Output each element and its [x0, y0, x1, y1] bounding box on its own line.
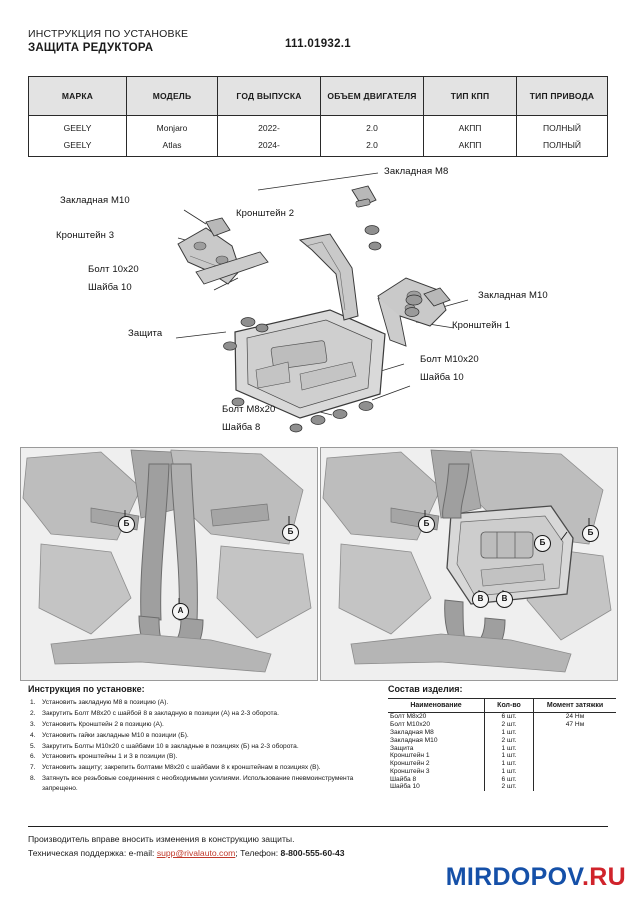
list-item: Установить кронштейны 1 и 3 в позиции (В).: [42, 753, 178, 761]
watermark-name: MIRDOPOV: [445, 863, 583, 891]
photo-panels: [20, 447, 616, 679]
installation-instructions: [28, 684, 368, 795]
manufacturer-notice: Производитель вправе вносить изменения в конструкцию защиты.: [28, 834, 295, 844]
support-line: [28, 848, 608, 858]
label-washer-10: Шайба 10: [88, 282, 132, 293]
email-label: e-mail:: [128, 848, 155, 858]
cell-part-name: Кронштейн 1: [390, 752, 430, 760]
label-bolt-m8x20: Болт M8x20: [222, 404, 276, 415]
cell-torque: [534, 744, 617, 752]
composition-title: Состав изделия:: [388, 684, 463, 694]
semicolon: ;: [235, 848, 238, 858]
composition-table: [388, 698, 616, 791]
cell-part-name: Болт M10x20: [390, 721, 431, 729]
callout-a-1: А: [172, 603, 189, 620]
cell-drive: ПОЛНЫЙ: [517, 116, 608, 137]
table-row: [388, 736, 616, 744]
cell-quantity: 2 шт.: [485, 736, 534, 744]
cell-model: Atlas: [127, 136, 218, 157]
cell-engine: 2.0: [321, 136, 424, 157]
table-row: [388, 783, 616, 791]
table-header-row: [388, 699, 616, 713]
label-embed-nut-m8: Закладная M8: [384, 166, 449, 177]
cell-transmission: АКПП: [424, 116, 517, 137]
cell-torque: [534, 783, 617, 791]
support-email-link[interactable]: supp@rivalauto.com: [156, 848, 236, 858]
callout-v-2: В: [496, 591, 513, 608]
table-header-row: [29, 77, 608, 116]
cell-torque: 47 Нм: [534, 721, 617, 729]
cell-brand: GEELY: [29, 116, 127, 137]
col-brand: МАРКА: [29, 77, 127, 116]
instructions-list: [28, 698, 368, 794]
embed-nut-m8-shape: [352, 186, 376, 207]
instructions-title: Инструкция по установке:: [28, 684, 145, 694]
cell-quantity: 1 шт.: [485, 767, 534, 775]
col-quantity: Кол-во: [485, 699, 534, 713]
exploded-assembly-diagram: [0, 150, 636, 445]
page-header: [28, 28, 608, 64]
cell-quantity: 1 шт.: [485, 760, 534, 768]
cell-quantity: 6 шт.: [485, 775, 534, 783]
cell-year: 2022-: [218, 116, 321, 137]
header-subtitle: ИНСТРУКЦИЯ ПО УСТАНОВКЕ: [28, 28, 189, 40]
col-transmission: ТИП КПП: [424, 77, 517, 116]
cell-torque: 24 Нм: [534, 713, 617, 721]
label-bracket-3: Кронштейн 3: [56, 230, 115, 241]
label-bracket-2: Кронштейн 2: [236, 208, 295, 219]
label-bolt-m10x20: Болт M10x20: [420, 354, 479, 365]
callout-b-2: Б: [282, 524, 299, 541]
vehicle-spec-table: [28, 76, 608, 157]
composition-section: [388, 684, 616, 791]
cell-drive: ПОЛНЫЙ: [517, 136, 608, 157]
label-bracket-1: Кронштейн 1: [452, 320, 511, 331]
cell-part-name: Кронштейн 2: [390, 760, 430, 768]
cell-part-name: Кронштейн 3: [390, 767, 430, 775]
footer-divider: [28, 826, 608, 827]
page-title: ЗАЩИТА РЕДУКТОРА: [28, 42, 154, 55]
article-number: 111.01932.1: [285, 38, 351, 50]
phone-label: Телефон:: [240, 848, 279, 858]
col-torque: Момент затяжки: [534, 699, 617, 713]
leader-line: [258, 173, 378, 190]
cell-part-name: Защита: [390, 744, 414, 752]
table-row: [388, 767, 616, 775]
col-year: ГОД ВЫПУСКА: [218, 77, 321, 116]
cell-part-name: Шайба 8: [390, 775, 417, 783]
cell-torque: [534, 775, 617, 783]
bracket-2-shape: [300, 234, 358, 320]
watermark: [446, 863, 626, 892]
list-item: Установить закладную М8 в позицию (А).: [42, 699, 169, 706]
cell-torque: [534, 767, 617, 775]
cell-quantity: 1 шт.: [485, 752, 534, 760]
label-washer-8: Шайба 8: [222, 422, 261, 433]
cell-part-name: Шайба 10: [390, 783, 420, 791]
photo-left: [20, 447, 318, 681]
support-label: Техническая поддержка:: [28, 848, 127, 858]
col-engine: ОБЪЕМ ДВИГАТЕЛЯ: [321, 77, 424, 116]
cell-year: 2024-: [218, 136, 321, 157]
cell-quantity: 2 шт.: [485, 783, 534, 791]
list-item: Закрутить Болты М10х20 с шайбами 10 в закладные в позициях (Б) на 2-3 оборота.: [42, 742, 299, 750]
callout-v-1: В: [472, 591, 489, 608]
cell-part-name: Болт M8x20: [390, 713, 427, 721]
cell-quantity: 1 шт.: [485, 729, 534, 737]
table-row: [388, 760, 616, 768]
support-phone: 8-800-555-60-43: [280, 848, 345, 858]
table-row: [388, 721, 616, 729]
label-embed-nut-m10-right: Закладная M10: [478, 290, 548, 301]
cell-quantity: 6 шт.: [485, 713, 534, 721]
cell-part-name: Закладная M8: [390, 728, 434, 736]
callout-b-1: Б: [118, 516, 135, 533]
callout-b-1: Б: [418, 516, 435, 533]
cell-quantity: 2 шт.: [485, 721, 534, 729]
cell-brand: GEELY: [29, 136, 127, 157]
underbody-photo-left: [21, 448, 317, 680]
bottom-section: [20, 684, 616, 824]
photo-right: [320, 447, 618, 681]
col-drive: ТИП ПРИВОДА: [517, 77, 608, 116]
cell-engine: 2.0: [321, 116, 424, 137]
underbody-photo-right: [321, 448, 617, 680]
callout-b-2: Б: [534, 535, 551, 552]
cell-torque: [534, 729, 617, 737]
list-item: Затянуть все резьбовые соединения с необходимыми усилиями. Использование пневмоинструмента запрещено.: [42, 775, 354, 793]
label-bolt-10x20: Болт 10x20: [88, 264, 139, 275]
col-part-name: Наименование: [388, 699, 485, 713]
table-row: [388, 752, 616, 760]
cell-transmission: АКПП: [424, 136, 517, 157]
cell-torque: [534, 760, 617, 768]
cell-model: Monjaro: [127, 116, 218, 137]
cell-torque: [534, 736, 617, 744]
list-item: Установить защиту; закрепить болтами М8х20 с шайбами 8 к кронштейнам в позициях (В).: [42, 764, 321, 772]
page-footer: [28, 832, 608, 858]
list-item: Установить Кронштейн 2 в позицию (А).: [42, 720, 164, 728]
watermark-domain: .RU: [582, 863, 626, 891]
label-washer-10-right: Шайба 10: [420, 372, 464, 383]
table-row: [388, 775, 616, 783]
table-row: [388, 729, 616, 737]
cell-torque: [534, 752, 617, 760]
table-row: [388, 713, 616, 721]
callout-b-3: Б: [582, 525, 599, 542]
label-shield: Защита: [128, 328, 163, 339]
cell-quantity: 1 шт.: [485, 744, 534, 752]
table-row: [388, 744, 616, 752]
list-item: Установить гайки закладные М10 в позиции (Б).: [42, 731, 189, 739]
list-item: Закрутить Болт М8х20 с шайбой 8 в закладную в позиции (А) на 2-3 оборота.: [42, 709, 279, 717]
label-embed-nut-m10-left: Закладная M10: [60, 195, 130, 206]
col-model: МОДЕЛЬ: [127, 77, 218, 116]
cell-part-name: Закладная M10: [390, 736, 438, 744]
table-row: [29, 116, 608, 137]
